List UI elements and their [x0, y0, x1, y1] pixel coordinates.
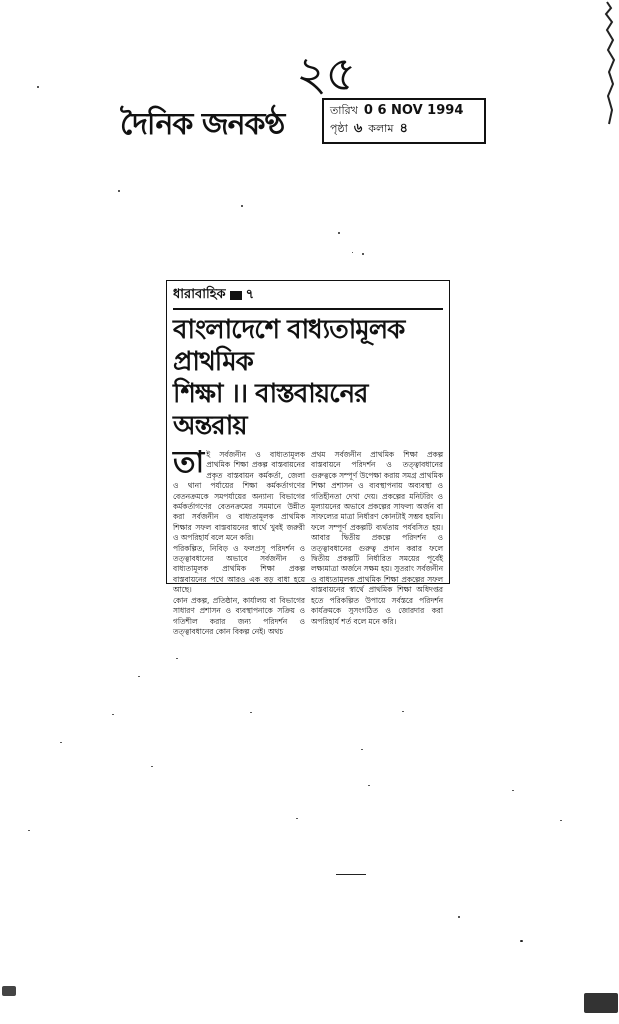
article-column-1	[173, 445, 305, 637]
stamp-column-value: ৪	[399, 121, 408, 136]
headline-line-2: শিক্ষা ।। বাস্তবায়নের অন্তরায়	[173, 379, 368, 441]
stamp-column-label: কলাম	[368, 122, 394, 135]
series-number: ৭	[245, 287, 255, 302]
date-stamp	[322, 98, 486, 144]
column-1-paragraph-2: পরিকল্পিত, নিবিড় ও ফলপ্রসূ পরিদর্শন ও তত্ত্বাবধানের অভাবে সর্বজনীন ও বাধ্যতামূলক প্রাথমিক শিক্ষা প্রকল্প বাস্তবায়নের পথে আরও এক বড় বাধা হয়ে আছে।	[173, 543, 305, 595]
stamp-date-value: 0 6 NOV 1994	[363, 103, 464, 118]
scan-edge-mark	[597, 0, 617, 130]
series-line	[173, 285, 443, 310]
stamp-date-label: তারিখ	[330, 104, 358, 117]
article-column-2	[311, 450, 443, 637]
column-1-paragraph-1: ই সর্বজনীন ও বাধ্যতামূলক প্রাথমিক শিক্ষা প্রকল্প বাস্তবায়নের প্রকৃত বাস্তবায়ন কর্মকর্তা, জেলা ও থানা পর্যায়ের শিক্ষা কর্মকর্তাগণের বেতনক্রমকে সমপর্যায়ের অন্যান্য বিভাগের কর্মকর্তাগণের বেতনক্রমের সমমানে উন্নীত করা সর্বজনীন ও বাধ্যতামূলক প্রাথমিক শিক্ষার সফল বাস্তবায়নের স্বার্থে খুবই জরুরী ও অপরিহার্য বলে মনে করি।	[173, 450, 305, 543]
newspaper-clipping	[166, 280, 450, 636]
drop-cap: তা	[173, 445, 205, 480]
column-1-paragraph-3: কোন প্রকল্প, প্রতিষ্ঠান, কার্যালয় বা বিভাগের সাধারণ প্রশাসন ও ব্যবস্থাপনাকে সক্রিয় ও গতিশীল করার জন্য পরিদর্শন ও তত্ত্বাবধানের কোন বিকল্প নেই। অথচ	[173, 595, 305, 636]
series-label: ধারাবাহিক	[173, 287, 226, 302]
page-number-handwritten: ২৫	[296, 46, 355, 102]
column-2-paragraph-1: প্রথম সর্বজনীন প্রাথমিক শিক্ষা প্রকল্প বাস্তবায়নে পরিদর্শন ও তত্ত্বাবধানের গুরুত্বকে সম্পূর্ণ উপেক্ষা করায় সমগ্র প্রাথমিক শিক্ষা প্রশাসন ও ব্যবস্থাপনায় অব্যবস্থা ও গতিহীনতা দেখা দেয়। প্রকল্পের মনিটরিং ও মূল্যায়নের অভাবে প্রকল্পের সাফল্য অর্জন বা সাফল্যের মাত্রা নির্ধারণ কোনটাই সম্ভব হয়নি। ফলে সম্পূর্ণ প্রকল্পটি ব্যর্থতায় পর্যবসিত হয়। আবার দ্বিতীয় প্রকল্পে পরিদর্শন ও তত্ত্বাবধানের গুরুত্ব প্রদান করার ফলে দ্বিতীয় প্রকল্পটি নির্ধারিত সময়ের পূর্বেই লক্ষ্যমাত্রা অর্জনে সক্ষম হয়। সুতরাং সর্বজনীন ও বাধ্যতামূলক প্রাথমিক শিক্ষা প্রকল্পের সফল বাস্তবায়নের স্বার্থে প্রাথমিক শিক্ষা অধিদপ্তর হতে পরিকল্পিত উপায়ে সর্বস্তরে পরিদর্শন কার্যক্রমকে সুসংগঠিত ও জোরদার করা অপরিহার্য শর্ত বলে মনে করি।	[311, 450, 443, 626]
article-headline	[173, 314, 443, 442]
series-marker-icon	[230, 291, 242, 300]
newspaper-masthead: দৈনিক জনকণ্ঠ	[120, 107, 285, 142]
headline-line-1: বাংলাদেশে বাধ্যতামূলক প্রাথমিক	[173, 315, 405, 377]
stamp-page-label: পৃষ্ঠা	[330, 122, 348, 135]
article-body	[173, 445, 443, 637]
stamp-page-value: ৬	[353, 121, 363, 136]
